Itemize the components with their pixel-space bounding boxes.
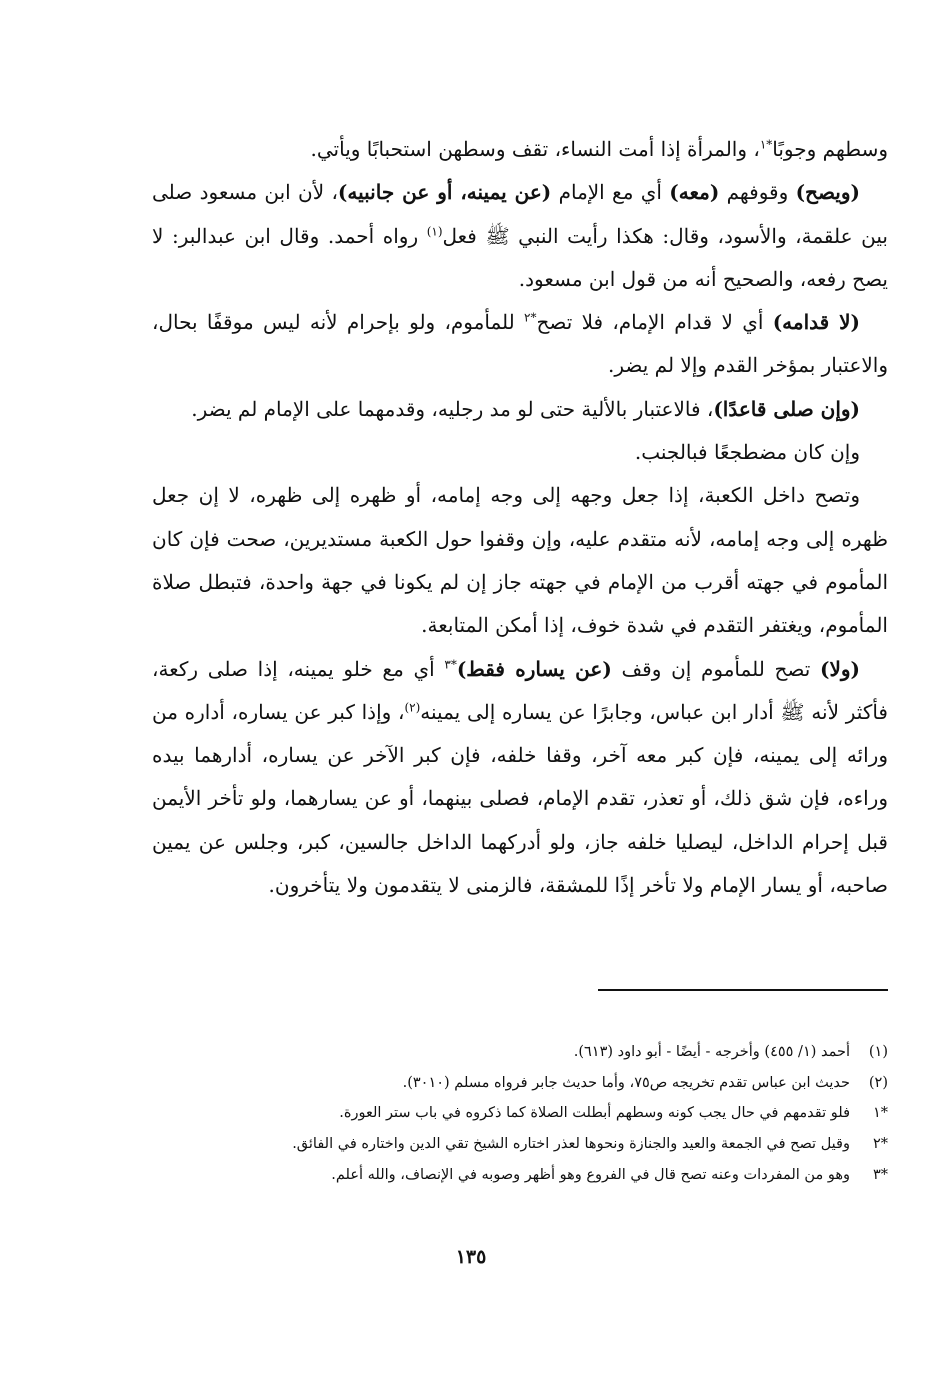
paragraph [152,301,888,388]
paragraph [152,128,888,171]
sharh-text: ، وإذا كبر عن يساره، أداره من ورائه إلى يمينه، فإن كبر معه آخر، وقفا خلفه، فإن كبر الآخر عن يساره، أدارهما بيده وراءه، فإن شق ذلك، أو تعذر، تقدم الإمام، فصلى بينهما، أو عن يسارهما، ولو تأخر الأيمن قبل إحرام الداخل، ليصليا خلفه جاز، ولو أدركهما الداخل جالسين، كبر، وجلس عن يمين صاحبه، أو يسار الإمام ولا تأخر إذًا للمشقة، فالزمنى لا يتقدمون ولا يتأخرون. [152,699,888,898]
paragraph [152,388,888,431]
footnote [180,1037,888,1068]
matn-text: (لا قدامه) [772,310,860,335]
note-reference: (٢) [404,700,421,715]
matn-text: (ويصح) [795,180,860,205]
footnote-separator [598,989,888,991]
matn-text: (عن يساره فقط) [456,656,612,681]
footnote-text: وهو من المفردات وعنه تصح قال في الفروع وهو أظهر وصوبه في الإنصاف، والله أعلم. [331,1166,850,1183]
note-reference: (١) [426,223,443,238]
footnote [180,1129,888,1160]
sharh-text: أي لا قدام الإمام، فلا تصح [536,310,773,335]
sharh-text: وسطهم وجوبًا [772,137,888,161]
sharh-text: رواه أحمد. وقال ابن عبدالبر: لا يصح رفعه، والصحيح أنه من قول ابن مسعود. [152,223,888,291]
footnote-mark: *١ [872,1105,888,1122]
sharh-text: ، فالاعتبار بالألية حتى لو مد رجليه، وقدمهما على الإمام لم يضر. [191,396,714,421]
footnote-mark: (١) [868,1044,888,1060]
matn-text: (وإن صلى قاعدًا) [713,396,860,421]
footnote-mark: *٢ [872,1136,888,1153]
sharh-text: تصح للمأموم إن وقف [611,656,820,681]
matn-text: (معه) [669,180,720,205]
paragraph [152,648,888,908]
footnote [180,1098,888,1129]
footnote-text: حديث ابن عباس تقدم تخريجه ص٧٥، وأما حديث جابر فرواه مسلم (٣٠١٠). [402,1074,850,1091]
matn-text: (عن يمينه، أو عن جانبيه) [337,180,552,205]
sharh-text: وتصح داخل الكعبة، إذا جعل وجهه إلى وجه إمامه، أو ظهره إلى ظهره، لا إن جعل ظهره إلى وجه إمامه، لأنه متقدم عليه، وإن وقفوا حول الكعبة مستديرين، صحت فإن كان المأموم في جهته أقرب من الإمام في جهته جاز إن لم يكونا في جهة واحدة، فتبطل صلاة المأموم، ويغتفر التقدم في شدة خوف، إذا أمكن المتابعة. [152,483,888,638]
sharh-text: ، والمرأة إذا أمت النساء، تقف وسطهن استحبابًا ويأتي. [310,137,760,161]
footnote [180,1068,888,1099]
sharh-text: أي مع خلو يمينه، إذا صلى ركعة، فأكثر لأنه ﷺ أدار ابن عباس، وجابرًا عن يساره إلى يمينه [152,656,888,724]
sharh-text: للمأموم، ولو بإحرام لأنه ليس موقفًا بحال، والاعتبار بمؤخر القدم وإلا لم يضر. [152,310,888,378]
sharh-text: وقوفهم [719,180,796,205]
note-reference: *٢ [524,310,537,325]
footnote-mark: *٣ [872,1166,888,1183]
footnote-text: وقيل تصح في الجمعة والعيد والجنازة ونحوها لعذر اختاره الشيخ تقي الدين واختاره في الفائق. [292,1136,850,1153]
sharh-text: ، لأن ابن مسعود صلى بين علقمة، والأسود، وقال: هكذا رأيت النبي ﷺ فعل [152,180,888,248]
note-reference: *٣ [444,656,457,671]
main-text [152,128,888,907]
paragraph [152,431,888,474]
paragraph [152,171,888,301]
sharh-text: أي مع الإمام [551,180,670,205]
footnote [180,1160,888,1191]
page-number: ١٣٥ [455,1246,487,1268]
paragraph [152,474,888,647]
footnote-text: أحمد (١/ ٤٥٥) وأخرجه - أيضًا - أبو داود (٦١٣). [573,1044,850,1060]
footnotes [180,1037,888,1191]
footnote-text: فلو تقدمهم في حال يجب كونه وسطهم أبطلت الصلاة كما ذكروه في باب ستر العورة. [339,1105,850,1122]
note-reference: *١ [759,137,773,152]
footnote-mark: (٢) [868,1074,888,1091]
sharh-text: وإن كان مضطجعًا فبالجنب. [634,440,860,465]
matn-text: (ولا) [820,656,860,681]
